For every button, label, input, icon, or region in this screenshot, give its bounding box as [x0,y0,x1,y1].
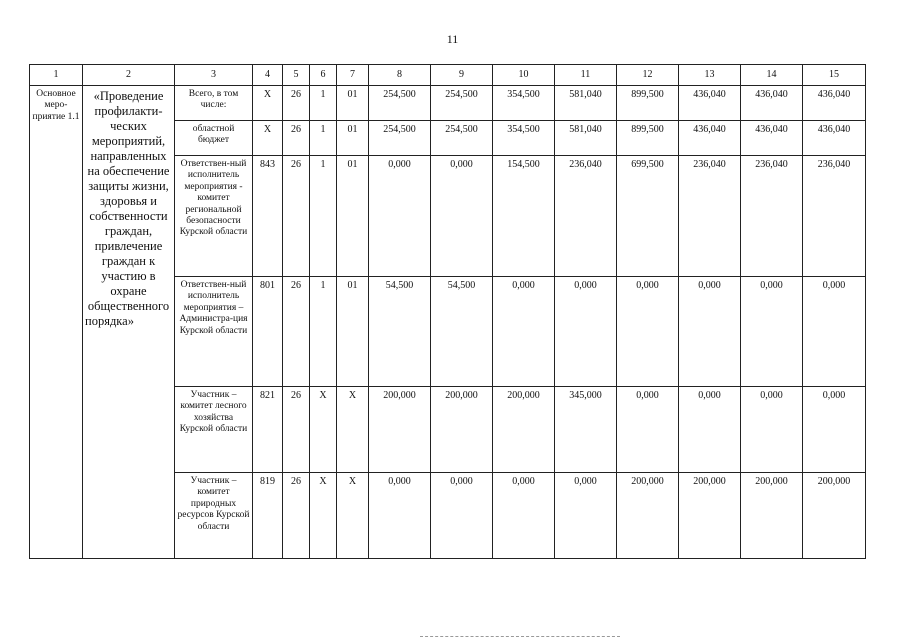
activity-code: Основное меро-приятие 1.1 [30,86,83,559]
header-row [30,65,866,86]
col-header: 1 [30,65,83,86]
value-cell: 0,000 [493,277,555,387]
value-cell: 254,500 [431,121,493,156]
value-cell: 354,500 [493,86,555,121]
value-cell: 200,000 [493,387,555,473]
value-cell: 436,040 [741,86,803,121]
col-header: 4 [253,65,283,86]
code-cell: 26 [283,473,310,559]
col-header: 14 [741,65,803,86]
budget-table [29,64,866,559]
code-cell: 1 [310,277,337,387]
value-cell: 0,000 [741,277,803,387]
code-cell: 26 [283,121,310,156]
code-cell: 26 [283,156,310,277]
value-cell: 200,000 [679,473,741,559]
value-cell: 0,000 [617,277,679,387]
col-header: 9 [431,65,493,86]
value-cell: 354,500 [493,121,555,156]
value-cell: 200,000 [741,473,803,559]
value-cell: 200,000 [431,387,493,473]
value-cell: 0,000 [431,156,493,277]
value-cell: 254,500 [431,86,493,121]
col-header: 11 [555,65,617,86]
code-cell: 26 [283,277,310,387]
code-cell: 01 [337,86,369,121]
code-cell: 819 [253,473,283,559]
subject-cell: областной бюджет [175,121,253,156]
value-cell: 0,000 [617,387,679,473]
table-row [30,86,866,121]
code-cell: X [310,387,337,473]
value-cell: 0,000 [679,277,741,387]
code-cell: X [337,473,369,559]
value-cell: 54,500 [431,277,493,387]
value-cell: 436,040 [803,86,866,121]
code-cell: 01 [337,277,369,387]
value-cell: 236,040 [679,156,741,277]
col-header: 3 [175,65,253,86]
value-cell: 0,000 [741,387,803,473]
col-header: 8 [369,65,431,86]
value-cell: 899,500 [617,121,679,156]
subject-cell: Ответствен-ный исполнитель мероприятия - комитет региональной безопасности Курской области [175,156,253,277]
col-header: 12 [617,65,679,86]
scan-artifact [420,636,620,640]
value-cell: 0,000 [493,473,555,559]
value-cell: 54,500 [369,277,431,387]
value-cell: 200,000 [617,473,679,559]
code-cell: 26 [283,86,310,121]
code-cell: X [253,86,283,121]
col-header: 13 [679,65,741,86]
value-cell: 899,500 [617,86,679,121]
col-header: 2 [83,65,175,86]
value-cell: 236,040 [741,156,803,277]
code-cell: X [253,121,283,156]
subject-cell: Всего, в том числе: [175,86,253,121]
value-cell: 436,040 [679,86,741,121]
value-cell: 154,500 [493,156,555,277]
col-header: 5 [283,65,310,86]
value-cell: 236,040 [555,156,617,277]
code-cell: 1 [310,86,337,121]
value-cell: 0,000 [369,156,431,277]
value-cell: 0,000 [431,473,493,559]
value-cell: 0,000 [369,473,431,559]
code-cell: X [310,473,337,559]
value-cell: 254,500 [369,121,431,156]
subject-cell: Участник – комитет природных ресурсов Курской области [175,473,253,559]
value-cell: 436,040 [679,121,741,156]
value-cell: 0,000 [803,277,866,387]
code-cell: 01 [337,121,369,156]
col-header: 10 [493,65,555,86]
code-cell: 01 [337,156,369,277]
subject-cell: Участник – комитет лесного хозяйства Курской области [175,387,253,473]
code-cell: 801 [253,277,283,387]
code-cell: 821 [253,387,283,473]
value-cell: 581,040 [555,121,617,156]
value-cell: 254,500 [369,86,431,121]
code-cell: 26 [283,387,310,473]
value-cell: 200,000 [369,387,431,473]
value-cell: 345,000 [555,387,617,473]
code-cell: X [337,387,369,473]
value-cell: 436,040 [741,121,803,156]
col-header: 15 [803,65,866,86]
value-cell: 0,000 [803,387,866,473]
code-cell: 843 [253,156,283,277]
value-cell: 0,000 [555,473,617,559]
page-number: 11 [446,32,459,46]
value-cell: 436,040 [803,121,866,156]
col-header: 7 [337,65,369,86]
col-header: 6 [310,65,337,86]
value-cell: 699,500 [617,156,679,277]
value-cell: 0,000 [555,277,617,387]
value-cell: 0,000 [679,387,741,473]
code-cell: 1 [310,156,337,277]
subject-cell: Ответствен-ный исполнитель мероприятия – Администра-ция Курской области [175,277,253,387]
code-cell: 1 [310,121,337,156]
value-cell: 236,040 [803,156,866,277]
activity-description: «Проведение профилакти-ческих мероприятий, направленных на обеспечение защиты жизни, здоровья и собственности граждан, привлечение граждан к участию в охране общественного порядка» [83,86,175,559]
value-cell: 200,000 [803,473,866,559]
value-cell: 581,040 [555,86,617,121]
